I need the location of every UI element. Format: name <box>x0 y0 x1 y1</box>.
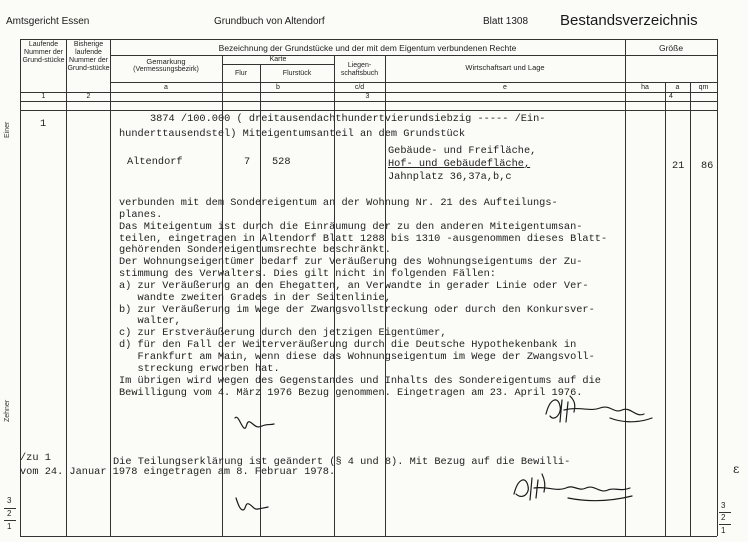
col-header-groesse: Größe <box>658 43 684 53</box>
entry1-text-line: d) für den Fall der Weiterveräußerung durch die Deutsche Hypothekenbank in <box>119 339 577 352</box>
col-sub-cd: c/d <box>354 84 365 91</box>
col-num-4: 4 <box>669 93 673 100</box>
entry1-wirtschaft2: Hof- und Gebäudefläche, <box>388 158 531 170</box>
entry1-text-line: Frankfurt am Main, wenn diese das Wohnungseigentum im Wege der Zwangsvoll- <box>119 350 595 363</box>
grundbuch-name: Grundbuch von Altendorf <box>214 16 325 27</box>
entry1-flurstueck: 528 <box>272 156 291 168</box>
col-header-a: a <box>675 84 680 91</box>
entry1-wirtschaft1: Gebäude- und Freifläche, <box>388 145 537 157</box>
entry1-text-line: stimmung des Verwalters. Dies gilt nicht in folgenden Fällen: <box>119 268 496 281</box>
entry1-text-line: b) zur Veräußerung im Wege der Zwangsvollstreckung oder durch den Konkursver- <box>119 303 595 316</box>
left-tick-2: 2 <box>7 509 12 518</box>
entry1-text-line: Bewilligung vom 4. März 1976 Bezug genommen. Eingetragen am 23. April 1976. <box>119 386 583 399</box>
entry2-text: Die Teilungserklärung ist geändert (§ 4 und 8). Mit Bezug auf die Bewilli- <box>113 456 571 468</box>
entry1-text-line: Das Miteigentum ist durch die Einräumung der zu den anderen Miteigentumsan- <box>119 220 583 233</box>
side-label-zehner: Zehner <box>4 399 11 422</box>
right-tick-2: 2 <box>721 513 726 522</box>
right-tick-1: 1 <box>721 526 726 535</box>
entry1-text-line: a) zur Veräußerung an den Ehegatten, an Verwandte in gerader Linie oder Ver- <box>119 279 589 292</box>
signature-clerk-2 <box>232 494 272 516</box>
entry1-text-line: wandte zweiten Grades in der Seitenlinie, <box>119 291 391 304</box>
entry2-ref1: /zu 1 <box>20 452 51 464</box>
entry1-share-line: 3874 /100.000 ( dreitausendachthundertvierundsiebzig ----- /Ein- <box>150 113 546 125</box>
entry1-text-line: walter, <box>119 315 181 328</box>
col-sub-a: a <box>164 84 168 91</box>
entry1-text-line: c) zur Erstveräußerung durch den jetzigen Eigentümer, <box>119 327 447 340</box>
entry1-text-line: streckung erworben hat. <box>119 362 280 375</box>
signature-clerk-1 <box>232 412 277 434</box>
document-title: Bestandsverzeichnis <box>560 12 698 29</box>
entry1-text-line: Im übrigen wird wegen des Gegenstandes und Inhalts des Sondereigentums auf die <box>119 374 601 387</box>
entry1-size-a: 21 <box>672 160 685 172</box>
entry1-text-block <box>119 198 607 399</box>
col-num-3: 3 <box>365 93 370 100</box>
col-num-1: 1 <box>41 93 46 100</box>
left-tick-3: 3 <box>7 496 12 505</box>
col-header-karte: Karte <box>269 56 287 63</box>
signature-judge-1 <box>540 392 655 428</box>
col-header-qm: qm <box>698 84 709 91</box>
col-sub-e: e <box>503 84 507 91</box>
col-header-liegenschaftsbuch: Liegen-schaftsbuch <box>340 62 379 77</box>
side-label-einer: Einer <box>4 121 11 138</box>
col-header-flur: Flur <box>234 70 248 77</box>
entry1-wirtschaft3: Jahnplatz 36,37a,b,c <box>388 171 512 183</box>
entry1-lfd-nr: 1 <box>40 118 47 130</box>
court-name: Amtsgericht Essen <box>6 16 90 27</box>
left-tick-1: 1 <box>7 522 12 531</box>
col-header-gemarkung-sub: (Vermessungsbezirk) <box>133 66 199 73</box>
entry1-line2: hunderttausendstel) Miteigentumsanteil an dem Grundstück <box>119 128 466 140</box>
entry1-text-line: verbunden mit dem Sondereigentum an der Wohnung Nr. 21 des Aufteilungs- <box>119 197 558 209</box>
entry1-size-qm: 86 <box>701 160 714 172</box>
entry1-text-line: Der Wohnungseigentümer bedarf zur Veräußerung des Wohnungseigentums der Zu- <box>119 256 583 269</box>
entry1-text-line: gehörenden Sondereigentumsrechte beschränkt. <box>119 244 391 257</box>
col-header-gemarkung: Gemarkung <box>146 57 186 66</box>
col-header-ha: ha <box>641 84 649 91</box>
col-num-2: 2 <box>86 93 91 100</box>
entry1-gemarkung: Altendorf <box>127 156 183 168</box>
right-tick-3: 3 <box>721 501 726 510</box>
right-margin-mark: ε <box>733 462 740 476</box>
entry1-flur: 7 <box>244 156 251 168</box>
signature-judge-2 <box>508 470 638 504</box>
col-header-lfd-nr: Laufende Nummer der Grund-stücke <box>22 41 65 64</box>
col-header-wirtschaftsart: Wirtschaftsart und Lage <box>465 63 545 72</box>
col-header-flurstueck: Flurstück <box>282 70 312 77</box>
col-header-bisherige: Bisherige laufende Nummer der Grund-stücke <box>67 41 110 72</box>
entry1-text-line: teilen, eingetragen in Altendorf Blatt 1288 bis 1310 -ausgenommen dieses Blatt- <box>119 232 608 245</box>
col-sub-b: b <box>276 84 280 91</box>
blatt-number: Blatt 1308 <box>483 16 529 27</box>
entry2-ref2: vom 24. Januar 1978 eingetragen am 8. Februar 1978. <box>20 466 336 478</box>
col-header-bezeichnung: Bezeichnung der Grundstücke und der mit dem Eigentum verbundenen Rechte <box>218 43 517 53</box>
entry1-text-line: planes. <box>119 208 163 221</box>
